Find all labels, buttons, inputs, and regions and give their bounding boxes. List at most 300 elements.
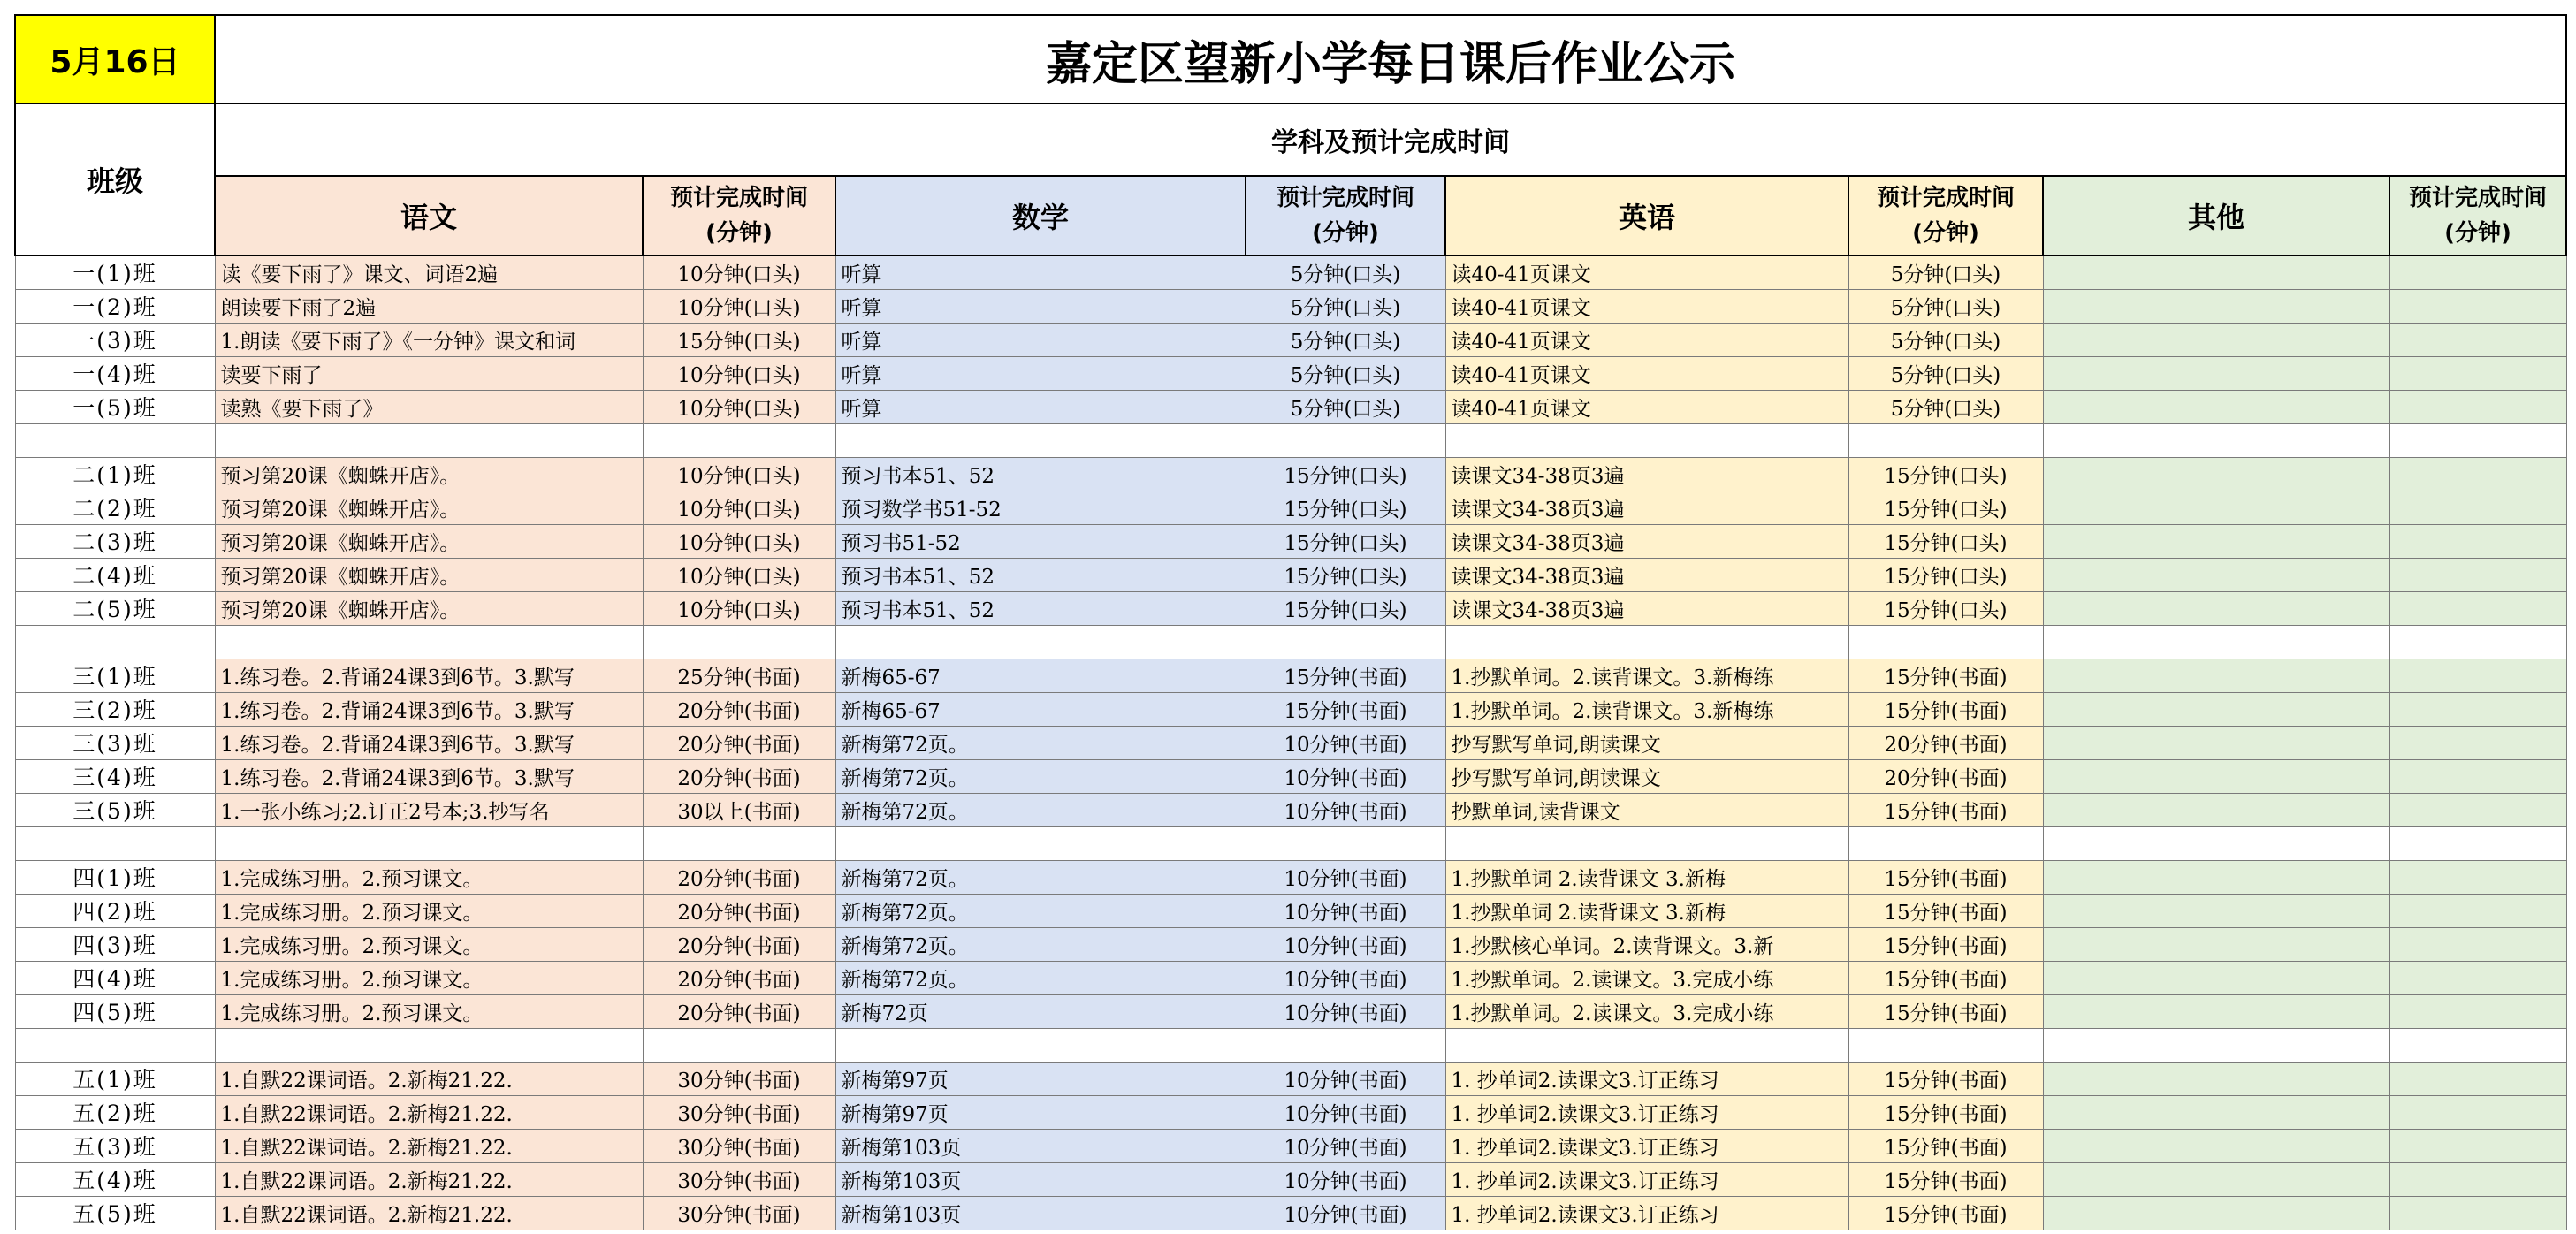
english-homework-cell[interactable]: 1.抄默单词 2.读背课文 3.新梅: [1445, 860, 1848, 894]
other-homework-cell[interactable]: [2043, 927, 2389, 961]
english-time-cell[interactable]: 15分钟(书面): [1848, 1162, 2043, 1196]
english-time-cell[interactable]: 15分钟(书面): [1848, 659, 2043, 692]
math-homework-cell[interactable]: 听算: [835, 356, 1246, 390]
table-row: [15, 356, 2566, 390]
other-homework-cell[interactable]: [2043, 491, 2389, 524]
class-cell[interactable]: 一(4)班: [15, 356, 215, 390]
english-homework-cell[interactable]: 读课文34-38页3遍: [1445, 524, 1848, 558]
english-homework-cell[interactable]: 读40-41页课文: [1445, 323, 1848, 356]
chinese-time-cell[interactable]: 10分钟(口头): [643, 289, 835, 323]
chinese-time-cell[interactable]: 30分钟(书面): [643, 1162, 835, 1196]
chinese-homework-cell[interactable]: 1.练习卷。2.背诵24课3到6节。3.默写: [215, 726, 643, 759]
chinese-homework-cell[interactable]: 1.自默22课词语。2.新梅21.22.: [215, 1095, 643, 1129]
chinese-time-cell[interactable]: 20分钟(书面): [643, 860, 835, 894]
chinese-time-cell[interactable]: 30分钟(书面): [643, 1095, 835, 1129]
empty-cell[interactable]: [215, 423, 643, 457]
table-row: [15, 1095, 2566, 1129]
math-homework-cell[interactable]: 新梅65-67: [835, 692, 1246, 726]
empty-cell[interactable]: [1445, 625, 1848, 659]
math-time-cell[interactable]: 10分钟(书面): [1246, 1196, 1445, 1230]
math-homework-cell[interactable]: 听算: [835, 255, 1246, 289]
chinese-homework-cell[interactable]: 1.自默22课词语。2.新梅21.22.: [215, 1129, 643, 1162]
other-time-cell[interactable]: [2389, 1129, 2566, 1162]
table-row: [15, 323, 2566, 356]
other-homework-cell[interactable]: [2043, 255, 2389, 289]
empty-cell[interactable]: [643, 625, 835, 659]
math-time-cell[interactable]: 15分钟(口头): [1246, 457, 1445, 491]
math-time-cell[interactable]: 5分钟(口头): [1246, 289, 1445, 323]
other-homework-cell[interactable]: [2043, 994, 2389, 1028]
other-time-cell[interactable]: [2389, 491, 2566, 524]
math-time-cell[interactable]: 10分钟(书面): [1246, 860, 1445, 894]
other-homework-cell[interactable]: [2043, 524, 2389, 558]
math-time-cell[interactable]: 15分钟(口头): [1246, 491, 1445, 524]
english-time-cell[interactable]: 5分钟(口头): [1848, 390, 2043, 423]
class-cell[interactable]: 三(1)班: [15, 659, 215, 692]
empty-cell[interactable]: [1445, 826, 1848, 860]
math-time-cell[interactable]: 5分钟(口头): [1246, 356, 1445, 390]
table-row: [15, 390, 2566, 423]
english-time-cell[interactable]: 15分钟(书面): [1848, 961, 2043, 994]
other-homework-cell[interactable]: [2043, 289, 2389, 323]
time-header-line1: 预计完成时间: [1876, 185, 2015, 211]
other-homework-cell[interactable]: [2043, 726, 2389, 759]
table-row: [15, 1196, 2566, 1230]
chinese-homework-cell[interactable]: 朗读要下雨了2遍: [215, 289, 643, 323]
math-homework-cell[interactable]: 预习书本51、52: [835, 457, 1246, 491]
english-homework-cell[interactable]: 读40-41页课文: [1445, 255, 1848, 289]
math-time-cell[interactable]: 10分钟(书面): [1246, 927, 1445, 961]
class-cell[interactable]: 五(1)班: [15, 1062, 215, 1095]
math-time-cell[interactable]: 10分钟(书面): [1246, 1162, 1445, 1196]
empty-cell[interactable]: [15, 423, 215, 457]
class-cell[interactable]: 四(5)班: [15, 994, 215, 1028]
empty-cell[interactable]: [1246, 1028, 1445, 1062]
table-row: [15, 994, 2566, 1028]
chinese-homework-cell[interactable]: 读《要下雨了》课文、词语2遍: [215, 255, 643, 289]
time-header-line1: 预计完成时间: [2408, 185, 2547, 211]
chinese-homework-cell[interactable]: 1.一张小练习;2.订正2号本;3.抄写名: [215, 793, 643, 826]
empty-cell[interactable]: [15, 1028, 215, 1062]
class-cell[interactable]: 一(3)班: [15, 323, 215, 356]
other-homework-cell[interactable]: [2043, 793, 2389, 826]
class-cell[interactable]: 五(3)班: [15, 1129, 215, 1162]
english-homework-cell[interactable]: 读课文34-38页3遍: [1445, 558, 1848, 591]
chinese-homework-cell[interactable]: 预习第20课《蜘蛛开店》。: [215, 558, 643, 591]
empty-cell[interactable]: [2389, 423, 2566, 457]
math-homework-cell[interactable]: 预习书本51、52: [835, 591, 1246, 625]
other-time-cell[interactable]: [2389, 726, 2566, 759]
math-time-cell[interactable]: 10分钟(书面): [1246, 726, 1445, 759]
english-homework-cell[interactable]: 读40-41页课文: [1445, 390, 1848, 423]
class-cell[interactable]: 三(5)班: [15, 793, 215, 826]
class-cell[interactable]: 四(1)班: [15, 860, 215, 894]
english-time-cell[interactable]: 15分钟(书面): [1848, 1095, 2043, 1129]
english-homework-cell[interactable]: 1. 抄单词2.读课文3.订正练习: [1445, 1062, 1848, 1095]
math-homework-cell[interactable]: 新梅第72页。: [835, 961, 1246, 994]
class-cell[interactable]: 一(2)班: [15, 289, 215, 323]
other-time-cell[interactable]: [2389, 524, 2566, 558]
english-time-cell[interactable]: 15分钟(书面): [1848, 994, 2043, 1028]
table-row: [15, 927, 2566, 961]
class-cell[interactable]: 三(2)班: [15, 692, 215, 726]
math-time-cell[interactable]: 10分钟(书面): [1246, 1095, 1445, 1129]
math-time-cell[interactable]: 15分钟(书面): [1246, 659, 1445, 692]
class-cell[interactable]: 五(2)班: [15, 1095, 215, 1129]
chinese-homework-cell[interactable]: 1.练习卷。2.背诵24课3到6节。3.默写: [215, 659, 643, 692]
class-cell[interactable]: 二(4)班: [15, 558, 215, 591]
grade-separator-row: [15, 826, 2566, 860]
other-time-cell[interactable]: [2389, 1062, 2566, 1095]
other-time-cell[interactable]: [2389, 289, 2566, 323]
math-time-cell[interactable]: 5分钟(口头): [1246, 323, 1445, 356]
other-time-cell[interactable]: [2389, 1196, 2566, 1230]
math-homework-cell[interactable]: 预习数学书51-52: [835, 491, 1246, 524]
english-homework-cell[interactable]: 1.抄默单词。2.读课文。3.完成小练: [1445, 961, 1848, 994]
other-homework-cell[interactable]: [2043, 591, 2389, 625]
class-cell[interactable]: 三(4)班: [15, 759, 215, 793]
other-time-cell[interactable]: [2389, 759, 2566, 793]
english-homework-cell[interactable]: 抄默单词,读背课文: [1445, 793, 1848, 826]
english-homework-cell[interactable]: 1. 抄单词2.读课文3.订正练习: [1445, 1129, 1848, 1162]
english-homework-cell[interactable]: 抄写默写单词,朗读课文: [1445, 726, 1848, 759]
math-homework-cell[interactable]: 新梅第103页: [835, 1162, 1246, 1196]
other-homework-cell[interactable]: [2043, 1062, 2389, 1095]
math-homework-cell[interactable]: 预习书51-52: [835, 524, 1246, 558]
empty-cell[interactable]: [835, 826, 1246, 860]
empty-cell[interactable]: [1848, 1028, 2043, 1062]
english-homework-cell[interactable]: 1. 抄单词2.读课文3.订正练习: [1445, 1162, 1848, 1196]
chinese-homework-cell[interactable]: 预习第20课《蜘蛛开店》。: [215, 457, 643, 491]
chinese-homework-cell[interactable]: 读要下雨了: [215, 356, 643, 390]
english-homework-cell[interactable]: 1.抄默单词。2.读背课文。3.新梅练: [1445, 659, 1848, 692]
table-row: [15, 793, 2566, 826]
other-time-cell[interactable]: [2389, 1095, 2566, 1129]
other-homework-cell[interactable]: [2043, 356, 2389, 390]
other-time-cell[interactable]: [2389, 961, 2566, 994]
chinese-time-cell[interactable]: 20分钟(书面): [643, 692, 835, 726]
math-time-header[interactable]: [1246, 176, 1445, 255]
table-row: [15, 726, 2566, 759]
other-homework-cell[interactable]: [2043, 659, 2389, 692]
english-homework-cell[interactable]: 读40-41页课文: [1445, 356, 1848, 390]
math-homework-cell[interactable]: 预习书本51、52: [835, 558, 1246, 591]
empty-cell[interactable]: [643, 423, 835, 457]
chinese-time-header[interactable]: [643, 176, 835, 255]
other-time-cell[interactable]: [2389, 323, 2566, 356]
chinese-time-cell[interactable]: 20分钟(书面): [643, 927, 835, 961]
english-time-cell[interactable]: 5分钟(口头): [1848, 289, 2043, 323]
chinese-time-cell[interactable]: 30分钟(书面): [643, 1196, 835, 1230]
chinese-time-cell[interactable]: 10分钟(口头): [643, 457, 835, 491]
empty-cell[interactable]: [2389, 625, 2566, 659]
class-cell[interactable]: 二(1)班: [15, 457, 215, 491]
english-time-cell[interactable]: 5分钟(口头): [1848, 323, 2043, 356]
class-cell[interactable]: 二(2)班: [15, 491, 215, 524]
english-time-cell[interactable]: 5分钟(口头): [1848, 255, 2043, 289]
time-header-line2: (分钟): [1912, 220, 1979, 247]
subjects-time-header[interactable]: 学科及预计完成时间: [215, 103, 2566, 176]
math-time-cell[interactable]: 10分钟(书面): [1246, 961, 1445, 994]
math-time-cell[interactable]: 15分钟(口头): [1246, 591, 1445, 625]
english-time-cell[interactable]: 15分钟(书面): [1848, 860, 2043, 894]
math-time-cell[interactable]: 15分钟(口头): [1246, 558, 1445, 591]
chinese-homework-cell[interactable]: 预习第20课《蜘蛛开店》。: [215, 524, 643, 558]
math-homework-cell[interactable]: 新梅第97页: [835, 1062, 1246, 1095]
english-homework-cell[interactable]: 读40-41页课文: [1445, 289, 1848, 323]
empty-cell[interactable]: [1445, 423, 1848, 457]
chinese-homework-cell[interactable]: 1.自默22课词语。2.新梅21.22.: [215, 1062, 643, 1095]
other-homework-cell[interactable]: [2043, 961, 2389, 994]
class-cell[interactable]: 五(4)班: [15, 1162, 215, 1196]
other-homework-cell[interactable]: [2043, 1196, 2389, 1230]
english-time-cell[interactable]: 15分钟(书面): [1848, 927, 2043, 961]
english-time-cell[interactable]: 15分钟(口头): [1848, 591, 2043, 625]
english-homework-cell[interactable]: 1.抄默核心单词。2.读背课文。3.新: [1445, 927, 1848, 961]
chinese-homework-cell[interactable]: 1.完成练习册。2.预习课文。: [215, 927, 643, 961]
chinese-time-cell[interactable]: 10分钟(口头): [643, 524, 835, 558]
english-column-header[interactable]: 英语: [1445, 176, 1848, 255]
other-time-cell[interactable]: [2389, 390, 2566, 423]
other-time-cell[interactable]: [2389, 692, 2566, 726]
grade-separator-row: [15, 625, 2566, 659]
chinese-homework-cell[interactable]: 1.完成练习册。2.预习课文。: [215, 860, 643, 894]
english-homework-cell[interactable]: 1.抄默单词 2.读背课文 3.新梅: [1445, 894, 1848, 927]
chinese-time-cell[interactable]: 10分钟(口头): [643, 390, 835, 423]
class-cell[interactable]: 三(3)班: [15, 726, 215, 759]
chinese-time-cell[interactable]: 10分钟(口头): [643, 591, 835, 625]
empty-cell[interactable]: [1848, 625, 2043, 659]
chinese-time-cell[interactable]: 10分钟(口头): [643, 491, 835, 524]
empty-cell[interactable]: [1445, 1028, 1848, 1062]
other-time-header[interactable]: [2389, 176, 2566, 255]
other-homework-cell[interactable]: [2043, 457, 2389, 491]
math-time-cell[interactable]: 15分钟(书面): [1246, 692, 1445, 726]
empty-cell[interactable]: [1246, 625, 1445, 659]
empty-cell[interactable]: [835, 625, 1246, 659]
english-time-cell[interactable]: 15分钟(书面): [1848, 793, 2043, 826]
chinese-homework-cell[interactable]: 1.完成练习册。2.预习课文。: [215, 961, 643, 994]
other-homework-cell[interactable]: [2043, 558, 2389, 591]
other-column-header[interactable]: 其他: [2043, 176, 2389, 255]
chinese-homework-cell[interactable]: 1.完成练习册。2.预习课文。: [215, 894, 643, 927]
empty-cell[interactable]: [1246, 423, 1445, 457]
other-homework-cell[interactable]: [2043, 860, 2389, 894]
math-homework-cell[interactable]: 听算: [835, 289, 1246, 323]
english-time-cell[interactable]: 20分钟(书面): [1848, 726, 2043, 759]
math-time-cell[interactable]: 10分钟(书面): [1246, 1062, 1445, 1095]
math-homework-cell[interactable]: 新梅72页: [835, 994, 1246, 1028]
empty-cell[interactable]: [2043, 625, 2389, 659]
other-time-cell[interactable]: [2389, 793, 2566, 826]
chinese-homework-cell[interactable]: 1.朗读《要下雨了》《一分钟》课文和词: [215, 323, 643, 356]
chinese-homework-cell[interactable]: 1.自默22课词语。2.新梅21.22.: [215, 1162, 643, 1196]
english-time-header[interactable]: [1848, 176, 2043, 255]
math-homework-cell[interactable]: 新梅第97页: [835, 1095, 1246, 1129]
other-time-cell[interactable]: [2389, 1162, 2566, 1196]
table-row: [15, 894, 2566, 927]
empty-cell[interactable]: [215, 1028, 643, 1062]
other-time-cell[interactable]: [2389, 356, 2566, 390]
class-cell[interactable]: 二(3)班: [15, 524, 215, 558]
chinese-time-cell[interactable]: 30分钟(书面): [643, 1129, 835, 1162]
english-time-cell[interactable]: 15分钟(口头): [1848, 524, 2043, 558]
other-time-cell[interactable]: [2389, 894, 2566, 927]
empty-cell[interactable]: [2043, 826, 2389, 860]
empty-cell[interactable]: [215, 625, 643, 659]
english-time-cell[interactable]: 5分钟(口头): [1848, 356, 2043, 390]
empty-cell[interactable]: [2389, 826, 2566, 860]
math-homework-cell[interactable]: 新梅第72页。: [835, 759, 1246, 793]
page-title[interactable]: 嘉定区望新小学每日课后作业公示: [215, 15, 2566, 103]
empty-cell[interactable]: [1848, 423, 2043, 457]
class-cell[interactable]: 四(2)班: [15, 894, 215, 927]
class-cell[interactable]: 一(5)班: [15, 390, 215, 423]
math-homework-cell[interactable]: 新梅第72页。: [835, 927, 1246, 961]
other-homework-cell[interactable]: [2043, 1095, 2389, 1129]
empty-cell[interactable]: [15, 625, 215, 659]
chinese-homework-cell[interactable]: 1.自默22课词语。2.新梅21.22.: [215, 1196, 643, 1230]
other-time-cell[interactable]: [2389, 457, 2566, 491]
math-time-cell[interactable]: 10分钟(书面): [1246, 994, 1445, 1028]
math-homework-cell[interactable]: 听算: [835, 390, 1246, 423]
other-homework-cell[interactable]: [2043, 1162, 2389, 1196]
other-time-cell[interactable]: [2389, 659, 2566, 692]
time-header-line1: 预计完成时间: [669, 185, 808, 211]
table-row: [15, 1162, 2566, 1196]
chinese-time-cell[interactable]: 20分钟(书面): [643, 894, 835, 927]
english-time-cell[interactable]: 20分钟(书面): [1848, 759, 2043, 793]
english-homework-cell[interactable]: 1. 抄单词2.读课文3.订正练习: [1445, 1095, 1848, 1129]
chinese-time-cell[interactable]: 20分钟(书面): [643, 994, 835, 1028]
english-homework-cell[interactable]: 1. 抄单词2.读课文3.订正练习: [1445, 1196, 1848, 1230]
empty-cell[interactable]: [643, 826, 835, 860]
other-time-cell[interactable]: [2389, 591, 2566, 625]
math-homework-cell[interactable]: 听算: [835, 323, 1246, 356]
other-time-cell[interactable]: [2389, 994, 2566, 1028]
math-homework-cell[interactable]: 新梅第72页。: [835, 793, 1246, 826]
other-homework-cell[interactable]: [2043, 390, 2389, 423]
chinese-homework-cell[interactable]: 1.练习卷。2.背诵24课3到6节。3.默写: [215, 759, 643, 793]
other-time-cell[interactable]: [2389, 860, 2566, 894]
chinese-homework-cell[interactable]: 读熟《要下雨了》: [215, 390, 643, 423]
chinese-time-cell[interactable]: 10分钟(口头): [643, 356, 835, 390]
chinese-time-cell[interactable]: 20分钟(书面): [643, 961, 835, 994]
english-homework-cell[interactable]: 读课文34-38页3遍: [1445, 457, 1848, 491]
grade-separator-row: [15, 423, 2566, 457]
chinese-homework-cell[interactable]: 1.完成练习册。2.预习课文。: [215, 994, 643, 1028]
class-column-header[interactable]: 班级: [15, 103, 215, 255]
math-homework-cell[interactable]: 新梅第103页: [835, 1196, 1246, 1230]
other-time-cell[interactable]: [2389, 558, 2566, 591]
english-time-cell[interactable]: 15分钟(书面): [1848, 1062, 2043, 1095]
math-time-cell[interactable]: 10分钟(书面): [1246, 759, 1445, 793]
english-homework-cell[interactable]: 读课文34-38页3遍: [1445, 591, 1848, 625]
math-time-cell[interactable]: 15分钟(口头): [1246, 524, 1445, 558]
other-time-cell[interactable]: [2389, 927, 2566, 961]
chinese-time-cell[interactable]: 30分钟(书面): [643, 1062, 835, 1095]
chinese-column-header[interactable]: 语文: [215, 176, 643, 255]
other-homework-cell[interactable]: [2043, 323, 2389, 356]
english-homework-cell[interactable]: 1.抄默单词。2.读背课文。3.新梅练: [1445, 692, 1848, 726]
empty-cell[interactable]: [2043, 423, 2389, 457]
chinese-time-cell[interactable]: 20分钟(书面): [643, 759, 835, 793]
empty-cell[interactable]: [2389, 1028, 2566, 1062]
table-row: [15, 961, 2566, 994]
english-time-cell[interactable]: 15分钟(口头): [1848, 558, 2043, 591]
empty-cell[interactable]: [835, 423, 1246, 457]
table-row: [15, 659, 2566, 692]
math-homework-cell[interactable]: 新梅第72页。: [835, 894, 1246, 927]
table-row: [15, 1129, 2566, 1162]
empty-cell[interactable]: [1246, 826, 1445, 860]
time-header-line1: 预计完成时间: [1276, 185, 1414, 211]
english-time-cell[interactable]: 15分钟(书面): [1848, 1129, 2043, 1162]
english-time-cell[interactable]: 15分钟(书面): [1848, 894, 2043, 927]
date-cell[interactable]: 5月16日: [15, 15, 215, 103]
english-time-cell[interactable]: 15分钟(口头): [1848, 457, 2043, 491]
math-homework-cell[interactable]: 新梅第103页: [835, 1129, 1246, 1162]
math-time-cell[interactable]: 5分钟(口头): [1246, 390, 1445, 423]
time-header-line2: (分钟): [705, 220, 773, 247]
english-time-cell[interactable]: 15分钟(书面): [1848, 692, 2043, 726]
empty-cell[interactable]: [2043, 1028, 2389, 1062]
empty-cell[interactable]: [215, 826, 643, 860]
math-homework-cell[interactable]: 新梅65-67: [835, 659, 1246, 692]
english-homework-cell[interactable]: 抄写默写单词,朗读课文: [1445, 759, 1848, 793]
math-column-header[interactable]: 数学: [835, 176, 1246, 255]
chinese-homework-cell[interactable]: 预习第20课《蜘蛛开店》。: [215, 491, 643, 524]
other-homework-cell[interactable]: [2043, 692, 2389, 726]
math-time-cell[interactable]: 10分钟(书面): [1246, 1129, 1445, 1162]
other-homework-cell[interactable]: [2043, 759, 2389, 793]
chinese-time-cell[interactable]: 15分钟(口头): [643, 323, 835, 356]
chinese-time-cell[interactable]: 10分钟(口头): [643, 558, 835, 591]
table-row: [15, 591, 2566, 625]
chinese-time-cell[interactable]: 30以上(书面): [643, 793, 835, 826]
math-homework-cell[interactable]: 新梅第72页。: [835, 860, 1246, 894]
chinese-homework-cell[interactable]: 预习第20课《蜘蛛开店》。: [215, 591, 643, 625]
chinese-time-cell[interactable]: 10分钟(口头): [643, 255, 835, 289]
other-homework-cell[interactable]: [2043, 894, 2389, 927]
english-time-cell[interactable]: 15分钟(书面): [1848, 1196, 2043, 1230]
empty-cell[interactable]: [835, 1028, 1246, 1062]
chinese-time-cell[interactable]: 20分钟(书面): [643, 726, 835, 759]
class-cell[interactable]: 二(5)班: [15, 591, 215, 625]
table-row: [15, 759, 2566, 793]
math-time-cell[interactable]: 10分钟(书面): [1246, 793, 1445, 826]
chinese-homework-cell[interactable]: 1.练习卷。2.背诵24课3到6节。3.默写: [215, 692, 643, 726]
table-row: [15, 692, 2566, 726]
math-time-cell[interactable]: 5分钟(口头): [1246, 255, 1445, 289]
class-cell[interactable]: 五(5)班: [15, 1196, 215, 1230]
class-cell[interactable]: 四(3)班: [15, 927, 215, 961]
class-cell[interactable]: 一(1)班: [15, 255, 215, 289]
math-homework-cell[interactable]: 新梅第72页。: [835, 726, 1246, 759]
empty-cell[interactable]: [643, 1028, 835, 1062]
empty-cell[interactable]: [15, 826, 215, 860]
english-homework-cell[interactable]: 读课文34-38页3遍: [1445, 491, 1848, 524]
english-time-cell[interactable]: 15分钟(口头): [1848, 491, 2043, 524]
english-homework-cell[interactable]: 1.抄默单词。2.读课文。3.完成小练: [1445, 994, 1848, 1028]
empty-cell[interactable]: [1848, 826, 2043, 860]
other-homework-cell[interactable]: [2043, 1129, 2389, 1162]
other-time-cell[interactable]: [2389, 255, 2566, 289]
chinese-time-cell[interactable]: 25分钟(书面): [643, 659, 835, 692]
grade-separator-row: [15, 1028, 2566, 1062]
math-time-cell[interactable]: 10分钟(书面): [1246, 894, 1445, 927]
class-cell[interactable]: 四(4)班: [15, 961, 215, 994]
